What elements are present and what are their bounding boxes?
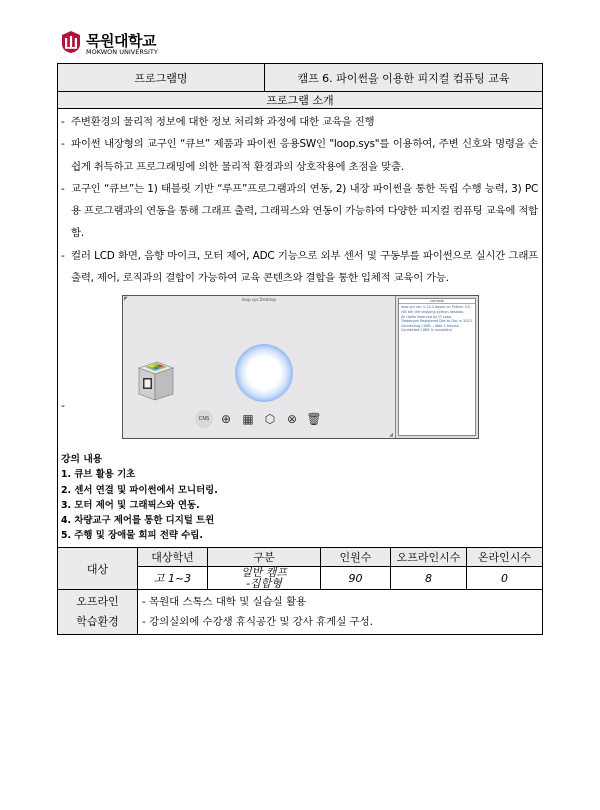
- glowing-orb-icon: [235, 344, 293, 402]
- target-label: 대상: [58, 548, 138, 590]
- lecture-item: 4. 차량교구 제어를 통한 디지털 트윈: [61, 514, 215, 526]
- target-cell: 8: [391, 567, 467, 590]
- loop-sys-desktop: [123, 296, 396, 438]
- desktop-title: loop.sys Desktop: [241, 297, 277, 303]
- cube-icon[interactable]: ⬡: [264, 412, 276, 427]
- target-cell: 0: [467, 567, 543, 590]
- loop-sys-screenshot: [122, 295, 479, 439]
- screenshot-bullet-dash: -: [61, 399, 65, 413]
- intro-bullet: - 컬러 LCD 화면, 음향 마이크, 모터 제어, ADC 기능으로 외부 센서 및 구동부를 파이썬으로 실시간 그래프 출력, 제어, 로직과의 결합이 가능하여 교육 콘텐츠와 결합을 통한 입체적 교육이 가능.: [61, 249, 538, 285]
- university-logo: [60, 30, 160, 56]
- lecture-item: 2. 센서 연결 및 파이썬에서 모니터링.: [61, 484, 218, 496]
- university-emblem-icon: [60, 30, 82, 54]
- console-output: loop.sys ver. 0.10.2 based on Python 3.5. (64 bit) the shipping python.desktop. All rights reserved by ㈜ Loop. Trademark Registered Dec to Dec in 2022. Connecting CUBE... Wait 1 minute. Connected CUBE in nonoblind.: [401, 305, 473, 333]
- trash-icon[interactable]: 🗑: [306, 412, 322, 427]
- console-panel: [398, 298, 476, 436]
- screenshot-row: [61, 295, 538, 440]
- environment-label: 오프라인 학습환경: [58, 590, 138, 635]
- cube-device-icon: [135, 358, 175, 404]
- environment-line: - 강의실외에 수강생 휴식공간 및 강사 휴게실 구성.: [142, 616, 373, 629]
- corner-arrow-icon: ◤: [124, 296, 128, 303]
- plus-circle-icon[interactable]: ⊕: [220, 412, 232, 427]
- column-header: 대상학년: [138, 548, 208, 567]
- intro-bullet: - 주변환경의 물리적 정보에 대한 정보 처리화 과정에 대한 교육을 진행: [61, 116, 375, 128]
- university-name-korean: 목원대학교: [86, 32, 156, 50]
- lecture-item: 5. 주행 및 장애물 회피 전략 수립.: [61, 530, 203, 542]
- intro-bullet: - 교구인 “큐브”는 1) 태블릿 기반 “루프”프로그램과의 연동, 2) 내장 파이썬을 통한 독립 수행 능력, 3) PC용 프로그램과의 연동을 통해 그래프 출력, 그래픽스와 연동이 가능하여 다양한 피지컬 컴퓨팅 교육에 적합함.: [61, 182, 538, 240]
- ghost-icon[interactable]: CNS: [195, 410, 213, 428]
- lecture-item: 3. 모터 제어 및 그래픽스와 연동.: [61, 499, 200, 511]
- grid-icon[interactable]: ▦: [242, 412, 254, 427]
- lecture-title: 강의 내용: [61, 454, 103, 466]
- close-circle-icon[interactable]: ⊗: [286, 412, 298, 427]
- program-name-label: 프로그램명: [58, 64, 265, 92]
- resize-handle-icon[interactable]: ◢: [389, 432, 393, 439]
- environment-content: [138, 590, 543, 635]
- desktop-toolbar: [195, 410, 331, 430]
- program-table: [57, 63, 543, 635]
- program-intro-content: [58, 109, 543, 548]
- column-header: 구분: [208, 548, 321, 567]
- intro-bullet: - 파이썬 내장형의 교구인 “큐브” 제품과 파이썬 응용SW인 "loop.sys"를 이용하여, 주변 신호와 명령을 손쉽게 취득하고 프로그래밍에 의한 물리적 환경과의 상호작용에 초점을 맞춤.: [61, 138, 538, 173]
- column-header: 오프라인시수: [391, 548, 467, 567]
- target-cell: 90: [321, 567, 391, 590]
- program-intro-title: 프로그램 소개: [58, 92, 543, 109]
- target-cell: 고 1~3: [138, 567, 208, 590]
- program-name-value: 캠프 6. 파이썬을 이용한 피지컬 컴퓨팅 교육: [265, 64, 543, 92]
- university-name-english: MOKWON UNIVERSITY: [86, 48, 158, 56]
- target-cell: 일반 캠프 -집합형: [208, 567, 321, 590]
- column-header: 인원수: [321, 548, 391, 567]
- lecture-item: 1. 큐브 활용 기초: [61, 469, 136, 481]
- environment-line: - 목원대 스톡스 대학 및 실습실 활용: [142, 596, 307, 609]
- console-title: console: [399, 299, 475, 304]
- column-header: 온라인시수: [467, 548, 543, 567]
